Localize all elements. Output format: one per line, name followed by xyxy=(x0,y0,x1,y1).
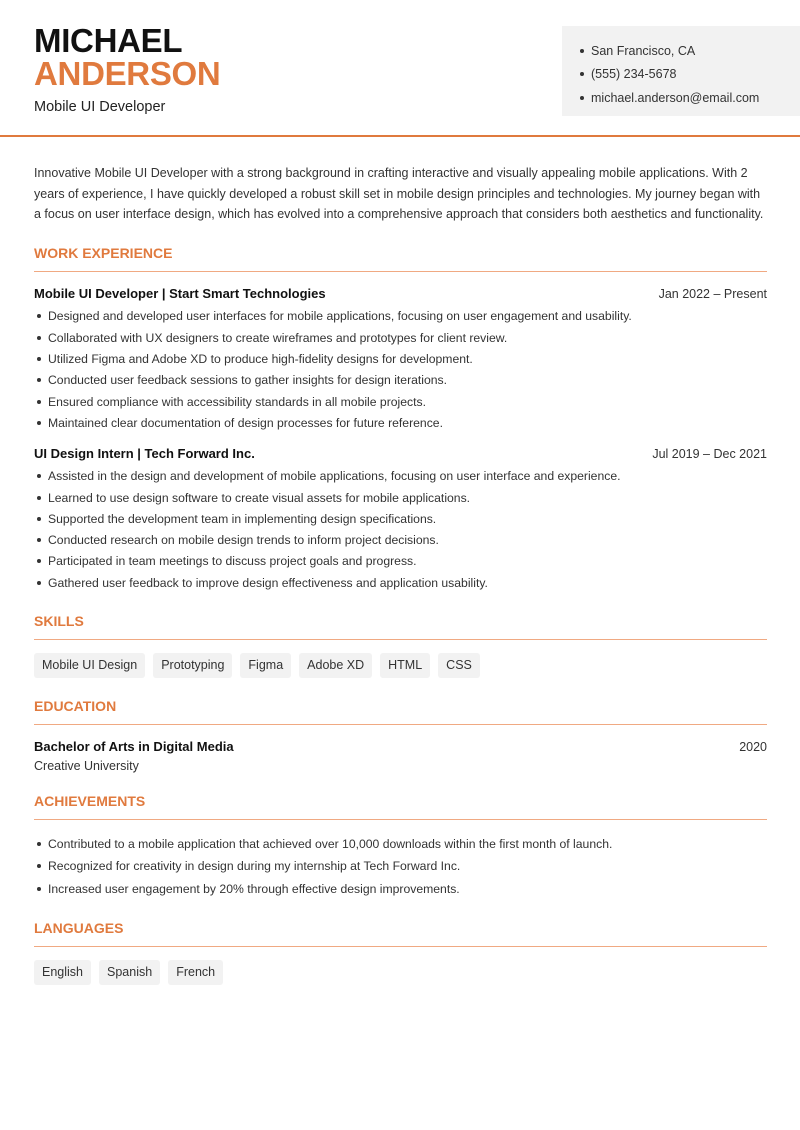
list-item: Designed and developed user interfaces for mobile applications, focusing on user engagement and usability. xyxy=(34,306,767,327)
bullet-icon xyxy=(37,400,41,404)
languages-heading: LANGUAGES xyxy=(34,920,767,947)
skill-tag: Mobile UI Design xyxy=(34,653,145,678)
bullet-icon xyxy=(580,96,584,100)
skill-tag: Prototyping xyxy=(153,653,232,678)
list-item: Supported the development team in implementing design specifications. xyxy=(34,508,767,529)
list-item: Ensured compliance with accessibility standards in all mobile projects. xyxy=(34,391,767,412)
list-item: Increased user engagement by 20% through effective design improvements. xyxy=(34,877,767,900)
graduation-year: 2020 xyxy=(739,740,767,755)
skills-tags xyxy=(34,653,767,678)
list-item: Maintained clear documentation of design processes for future reference. xyxy=(34,412,767,433)
phone-text: (555) 234-5678 xyxy=(591,67,677,82)
email-text: michael.anderson@email.com xyxy=(591,90,760,105)
contact-phone xyxy=(580,63,800,87)
language-tag: English xyxy=(34,960,91,985)
first-name: MICHAEL xyxy=(34,22,183,59)
job-dates: Jul 2019 – Dec 2021 xyxy=(652,446,767,461)
skills-heading: SKILLS xyxy=(34,613,767,640)
location-text: San Francisco, CA xyxy=(591,43,696,58)
degree: Bachelor of Arts in Digital Media xyxy=(34,739,234,755)
list-item: Recognized for creativity in design during my internship at Tech Forward Inc. xyxy=(34,855,767,878)
resume-body xyxy=(34,163,767,985)
summary-paragraph: Innovative Mobile UI Developer with a strong background in crafting interactive and visually appealing mobile applications. With 2 years of experience, I have quickly developed a robust skill set in mobile design principles and technologies. My journey began with a focus on user interface design, which has evolved into a comprehensive approach that considers both aesthetics and functionality. xyxy=(34,166,764,222)
bullet-icon xyxy=(37,421,41,425)
bullet-icon xyxy=(37,842,41,846)
contact-box xyxy=(562,26,800,116)
list-item: Assisted in the design and development of mobile applications, focusing on user interface and experience. xyxy=(34,466,767,487)
bullet-icon xyxy=(37,538,41,542)
language-tag: Spanish xyxy=(99,960,160,985)
contact-email xyxy=(580,86,800,110)
bullet-icon xyxy=(37,581,41,585)
bullet-icon xyxy=(37,887,41,891)
bullet-icon xyxy=(37,864,41,868)
bullet-icon xyxy=(580,72,584,76)
job-title: Mobile UI Developer xyxy=(34,99,166,115)
work-experience-heading: WORK EXPERIENCE xyxy=(34,245,767,272)
resume-header xyxy=(0,0,800,137)
achievements-heading: ACHIEVEMENTS xyxy=(34,793,767,820)
bullet-icon xyxy=(580,49,584,53)
bullet-icon xyxy=(37,378,41,382)
job-bullets xyxy=(34,466,767,594)
language-tags xyxy=(34,960,767,985)
contact-location xyxy=(580,39,800,63)
list-item: Gathered user feedback to improve design effectiveness and application usability. xyxy=(34,572,767,593)
bullet-icon xyxy=(37,559,41,563)
list-item: Participated in team meetings to discuss project goals and progress. xyxy=(34,551,767,572)
education-entry xyxy=(34,739,767,773)
list-item: Conducted user feedback sessions to gather insights for design iterations. xyxy=(34,370,767,391)
job-entry xyxy=(34,286,767,434)
skill-tag: CSS xyxy=(438,653,480,678)
list-item: Conducted research on mobile design trends to inform project decisions. xyxy=(34,529,767,550)
list-item: Contributed to a mobile application that achieved over 10,000 downloads within the first month of launch. xyxy=(34,832,767,855)
education-heading: EDUCATION xyxy=(34,698,767,725)
list-item: Collaborated with UX designers to create wireframes and prototypes for client review. xyxy=(34,327,767,348)
skill-tag: HTML xyxy=(380,653,430,678)
bullet-icon xyxy=(37,336,41,340)
school-name: Creative University xyxy=(34,759,139,774)
language-tag: French xyxy=(168,960,223,985)
job-role: Mobile UI Developer | Start Smart Technologies xyxy=(34,285,326,301)
job-entry xyxy=(34,446,767,594)
achievements-list xyxy=(34,832,767,900)
job-bullets xyxy=(34,306,767,434)
skill-tag: Figma xyxy=(240,653,291,678)
list-item: Utilized Figma and Adobe XD to produce high-fidelity designs for development. xyxy=(34,348,767,369)
job-dates: Jan 2022 – Present xyxy=(658,286,767,301)
bullet-icon xyxy=(37,474,41,478)
bullet-icon xyxy=(37,357,41,361)
bullet-icon xyxy=(37,496,41,500)
bullet-icon xyxy=(37,517,41,521)
job-role: UI Design Intern | Tech Forward Inc. xyxy=(34,445,255,461)
last-name: ANDERSON xyxy=(34,55,221,92)
bullet-icon xyxy=(37,314,41,318)
list-item: Learned to use design software to create visual assets for mobile applications. xyxy=(34,487,767,508)
skill-tag: Adobe XD xyxy=(299,653,372,678)
